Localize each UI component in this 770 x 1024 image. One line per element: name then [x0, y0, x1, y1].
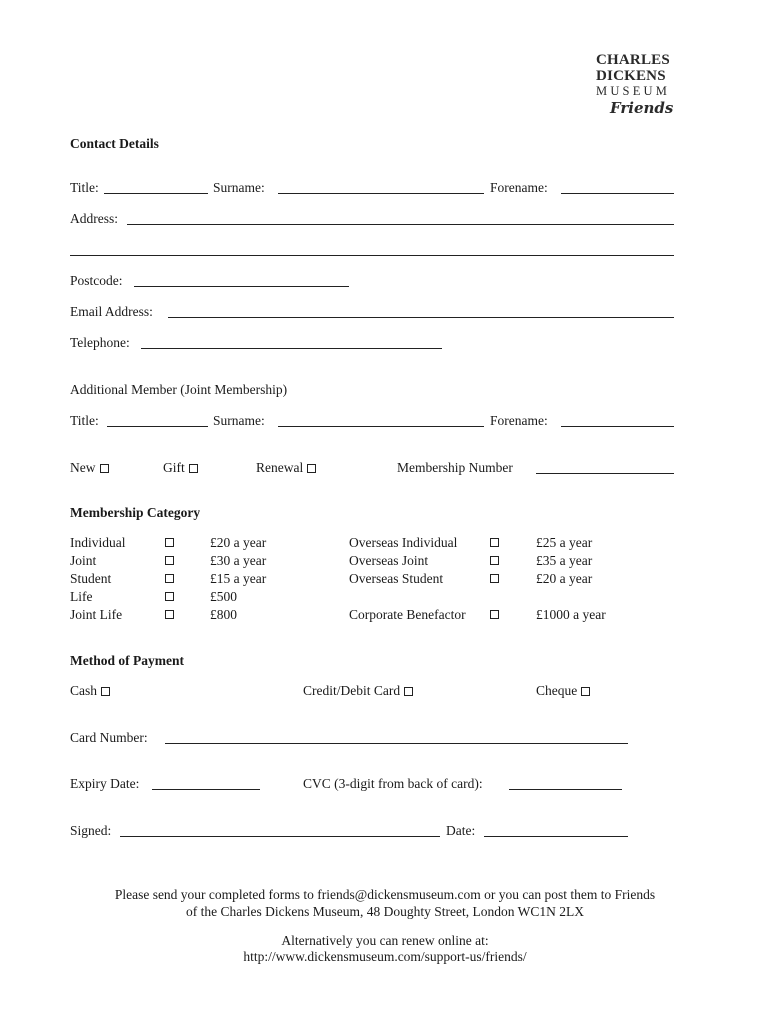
- category-price: £30 a year: [210, 553, 267, 568]
- category-price: £800: [210, 607, 237, 622]
- expiry-field[interactable]: [152, 789, 260, 790]
- forename-field[interactable]: [561, 193, 674, 194]
- category-checkbox-corporate-benefactor[interactable]: [490, 610, 499, 619]
- cash-option[interactable]: [70, 683, 110, 699]
- category-checkbox-overseas-joint[interactable]: [490, 556, 499, 565]
- renewal-option[interactable]: [256, 460, 316, 476]
- joint-title-label: Title:: [70, 413, 99, 428]
- footer-instructions-line2: of the Charles Dickens Museum, 48 Doughty Street, London WC1N 2LX: [186, 904, 584, 919]
- logo-line-dickens: DICKENS: [596, 68, 666, 84]
- cheque-checkbox[interactable]: [581, 687, 590, 696]
- signature-field[interactable]: [120, 836, 440, 837]
- card-number-field[interactable]: [165, 743, 628, 744]
- category-price: £20 a year: [536, 571, 593, 586]
- category-price: £35 a year: [536, 553, 593, 568]
- category-price: £25 a year: [536, 535, 593, 550]
- category-checkbox-overseas-individual[interactable]: [490, 538, 499, 547]
- category-price: £500: [210, 589, 237, 604]
- signed-label: Signed:: [70, 823, 112, 838]
- category-name: Life: [70, 589, 93, 604]
- title-label: Title:: [70, 180, 99, 195]
- footer-instructions-line1: Please send your completed forms to friends@dickensmuseum.com or you can post them to Friends: [114, 887, 656, 902]
- category-checkbox-joint-life[interactable]: [165, 610, 174, 619]
- cheque-label: Cheque: [536, 683, 578, 698]
- category-name: Joint: [70, 553, 97, 568]
- gift-option[interactable]: [163, 460, 198, 476]
- membership-number-label: Membership Number: [397, 460, 513, 475]
- telephone-label: Telephone:: [70, 335, 130, 350]
- cvc-label: CVC (3-digit from back of card):: [303, 776, 483, 791]
- category-name: Corporate Benefactor: [349, 607, 466, 622]
- category-name: Overseas Individual: [349, 535, 458, 550]
- address-field-line2[interactable]: [70, 255, 674, 256]
- renewal-label: Renewal: [256, 460, 304, 475]
- forename-label: Forename:: [490, 180, 548, 195]
- contact-details-heading: Contact Details: [70, 136, 159, 151]
- renewal-checkbox[interactable]: [307, 464, 316, 473]
- surname-label: Surname:: [213, 180, 265, 195]
- date-label: Date:: [446, 823, 476, 838]
- category-checkbox-student[interactable]: [165, 574, 174, 583]
- joint-forename-field[interactable]: [561, 426, 674, 427]
- new-label: New: [70, 460, 96, 475]
- gift-checkbox[interactable]: [189, 464, 198, 473]
- museum-logo: [596, 52, 696, 117]
- joint-title-field[interactable]: [107, 426, 208, 427]
- category-price: £20 a year: [210, 535, 267, 550]
- category-name: Overseas Joint: [349, 553, 429, 568]
- category-checkbox-overseas-student[interactable]: [490, 574, 499, 583]
- category-checkbox-joint[interactable]: [165, 556, 174, 565]
- payment-heading: Method of Payment: [70, 653, 184, 668]
- title-field[interactable]: [104, 193, 208, 194]
- new-checkbox[interactable]: [100, 464, 109, 473]
- address-field-line1[interactable]: [127, 224, 674, 225]
- category-checkbox-life[interactable]: [165, 592, 174, 601]
- footer-url-link[interactable]: http://www.dickensmuseum.com/support-us/friends/: [243, 949, 527, 964]
- card-number-label: Card Number:: [70, 730, 148, 745]
- surname-field[interactable]: [278, 193, 484, 194]
- telephone-field[interactable]: [141, 348, 442, 349]
- new-option[interactable]: [70, 460, 109, 476]
- category-name: Individual: [70, 535, 126, 550]
- logo-line-museum: MUSEUM: [596, 84, 671, 98]
- address-label: Address:: [70, 211, 118, 226]
- email-field[interactable]: [168, 317, 674, 318]
- cvc-field[interactable]: [509, 789, 622, 790]
- category-name: Overseas Student: [349, 571, 444, 586]
- logo-line-charles: CHARLES: [596, 52, 670, 68]
- logo-line-friends: Friends: [610, 99, 674, 117]
- category-price: £1000 a year: [536, 607, 606, 622]
- postcode-label: Postcode:: [70, 273, 123, 288]
- email-label: Email Address:: [70, 304, 153, 319]
- joint-surname-field[interactable]: [278, 426, 484, 427]
- expiry-label: Expiry Date:: [70, 776, 140, 791]
- date-field[interactable]: [484, 836, 628, 837]
- category-price: £15 a year: [210, 571, 267, 586]
- additional-member-heading: Additional Member (Joint Membership): [70, 382, 288, 397]
- membership-number-field[interactable]: [536, 473, 674, 474]
- postcode-field[interactable]: [134, 286, 349, 287]
- category-checkbox-individual[interactable]: [165, 538, 174, 547]
- footer-online-renewal: Alternatively you can renew online at:: [281, 933, 489, 948]
- category-name: Student: [70, 571, 112, 586]
- joint-forename-label: Forename:: [490, 413, 548, 428]
- category-name: Joint Life: [70, 607, 123, 622]
- card-checkbox[interactable]: [404, 687, 413, 696]
- card-label: Credit/Debit Card: [303, 683, 401, 698]
- cash-checkbox[interactable]: [101, 687, 110, 696]
- card-option[interactable]: [303, 683, 413, 699]
- cheque-option[interactable]: [536, 683, 590, 699]
- gift-label: Gift: [163, 460, 185, 475]
- cash-label: Cash: [70, 683, 97, 698]
- joint-surname-label: Surname:: [213, 413, 265, 428]
- membership-category-heading: Membership Category: [70, 505, 201, 520]
